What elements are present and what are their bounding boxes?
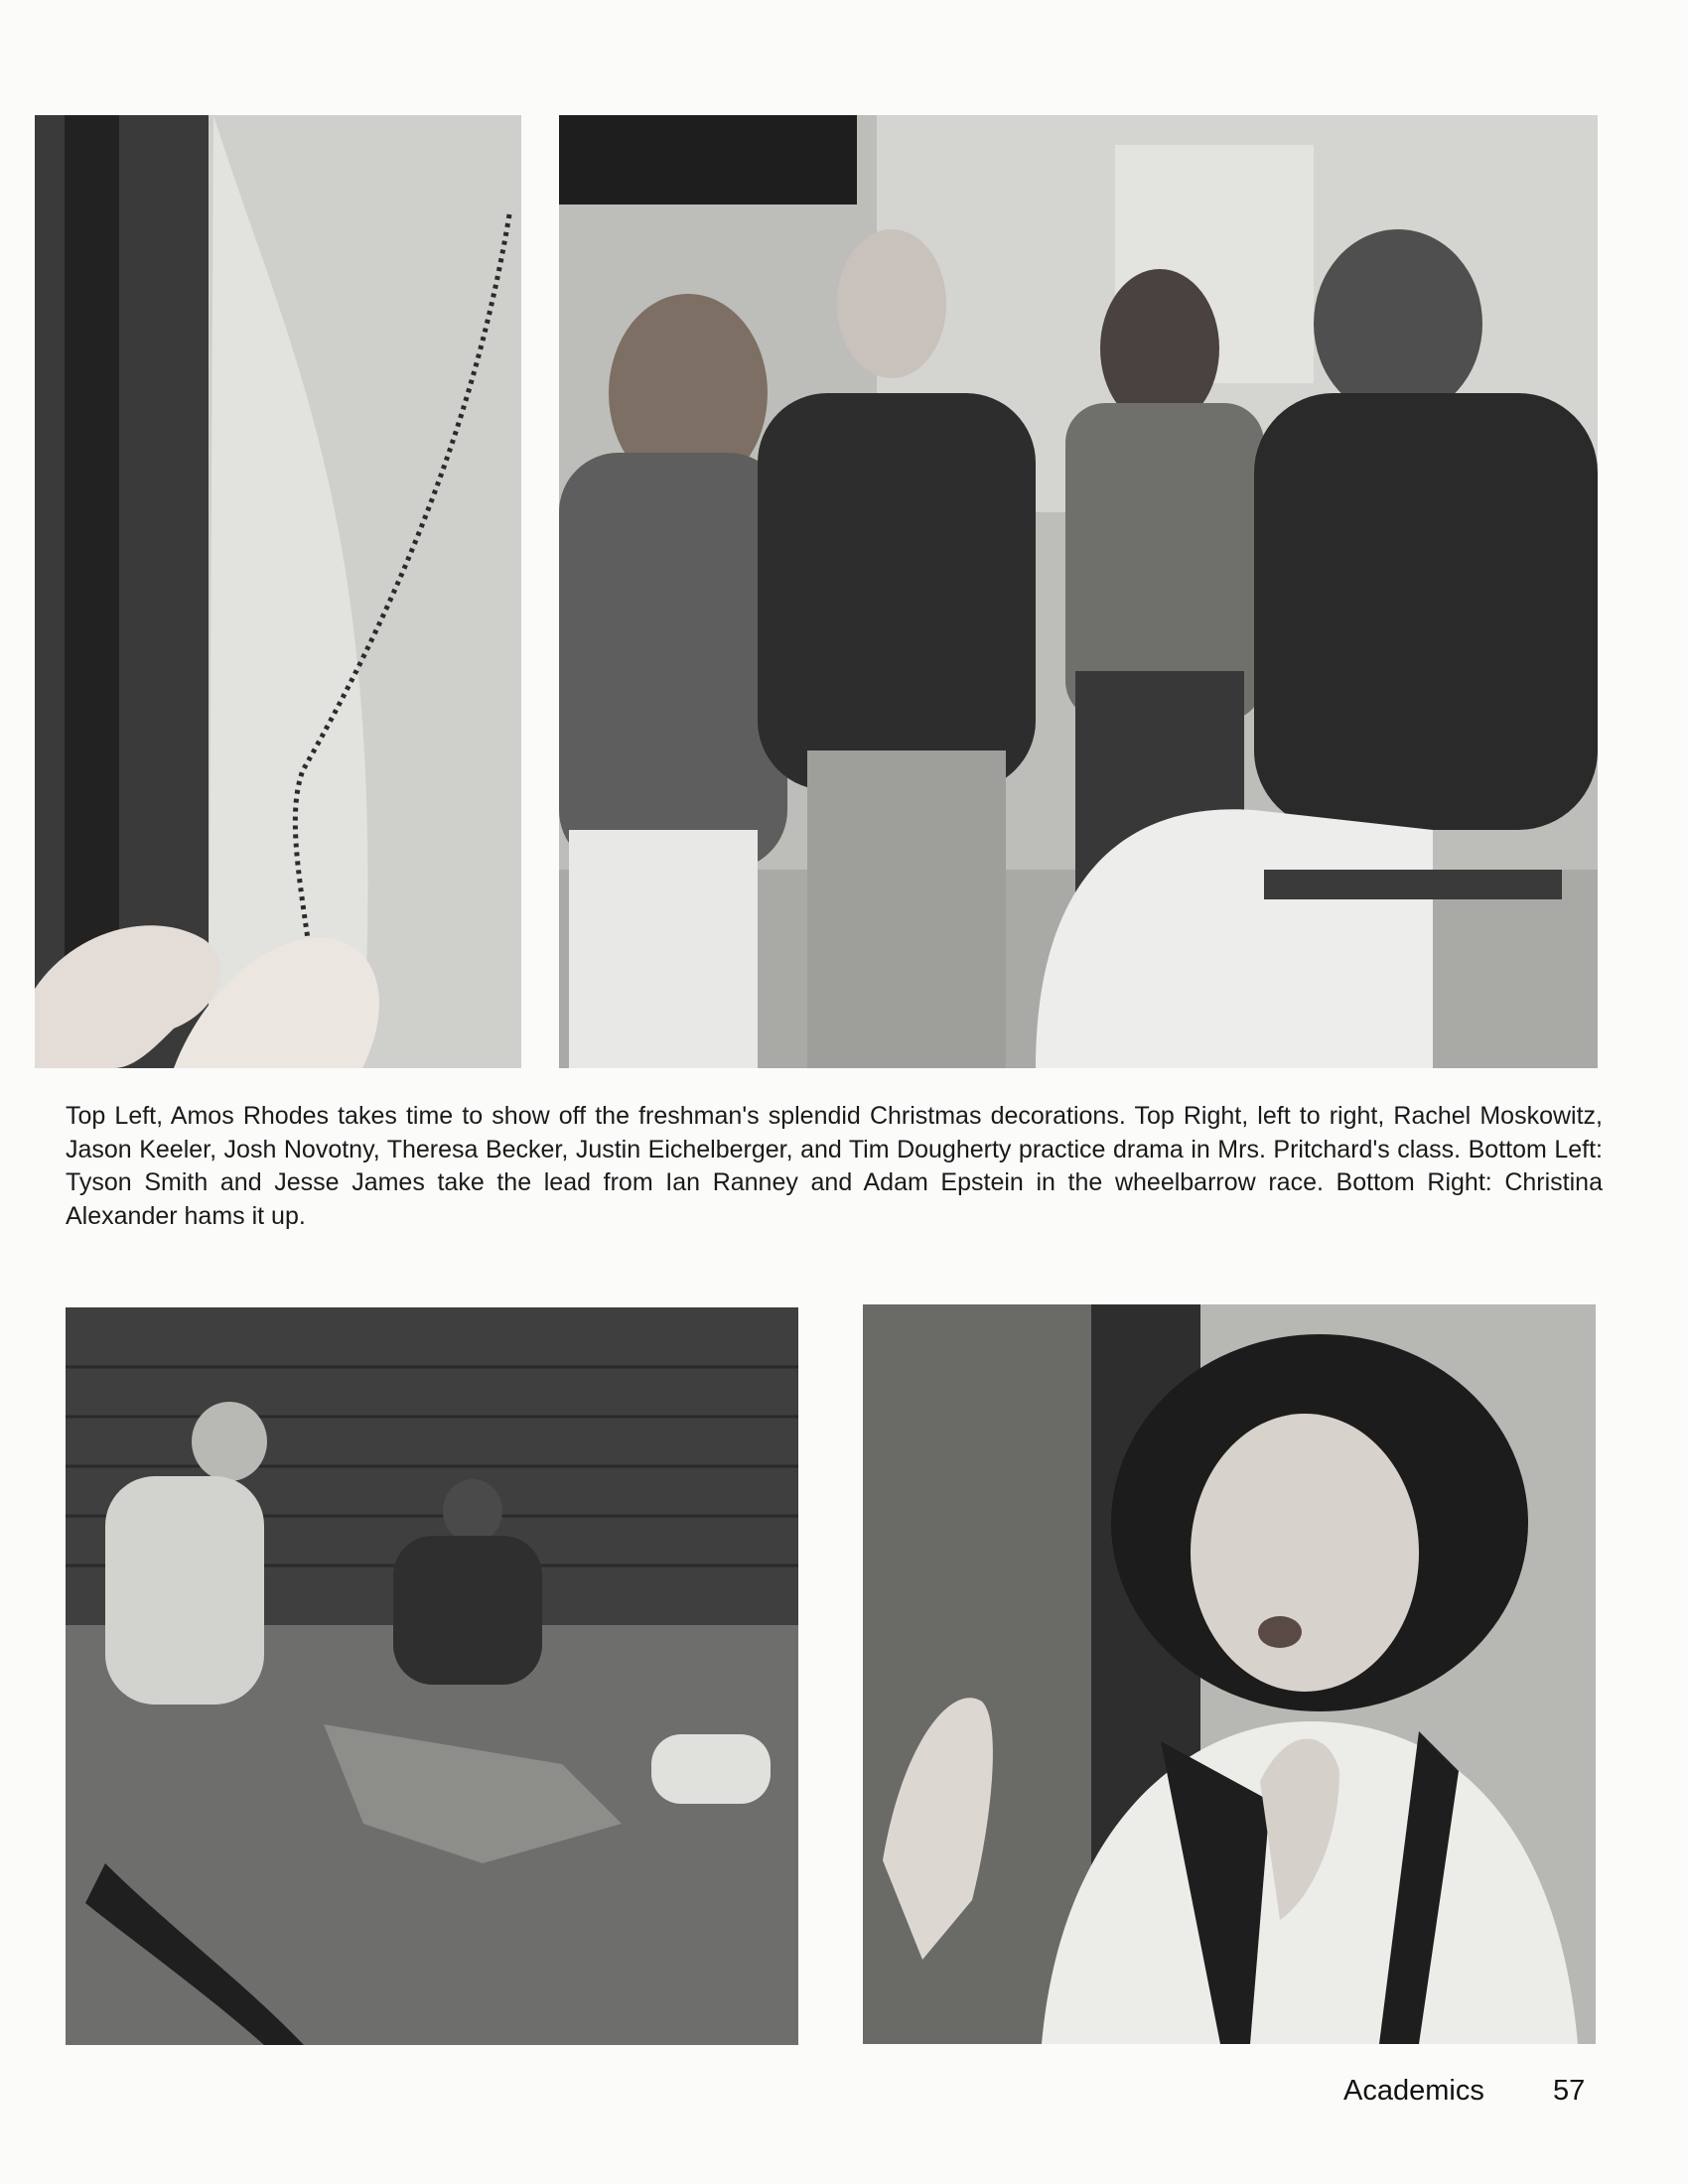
photo-caption: Top Left, Amos Rhodes takes time to show off the freshman's splendid Christmas decorations. Top Right, left to right, Rachel Moskowitz, Jason Keeler, Josh Novotny, Theresa Becker, Justin Eichelberger, and Tim Dougherty practice drama in Mrs. Pritchard's class. Bottom Left: Tyson Smith and Jesse James take the lead from Ian Ranney and Adam Epstein in the wheelbarrow race. Bottom Right: Christina Alexander hams it up. bbox=[66, 1102, 1603, 1230]
footer-section-label: Academics bbox=[1343, 2075, 1484, 2107]
photo-bottom-left bbox=[66, 1307, 798, 2045]
photo-top-left bbox=[35, 115, 521, 1068]
photo-bottom-right bbox=[863, 1304, 1596, 2044]
page-number: 57 bbox=[1553, 2075, 1586, 2107]
photo-top-right bbox=[559, 115, 1598, 1068]
